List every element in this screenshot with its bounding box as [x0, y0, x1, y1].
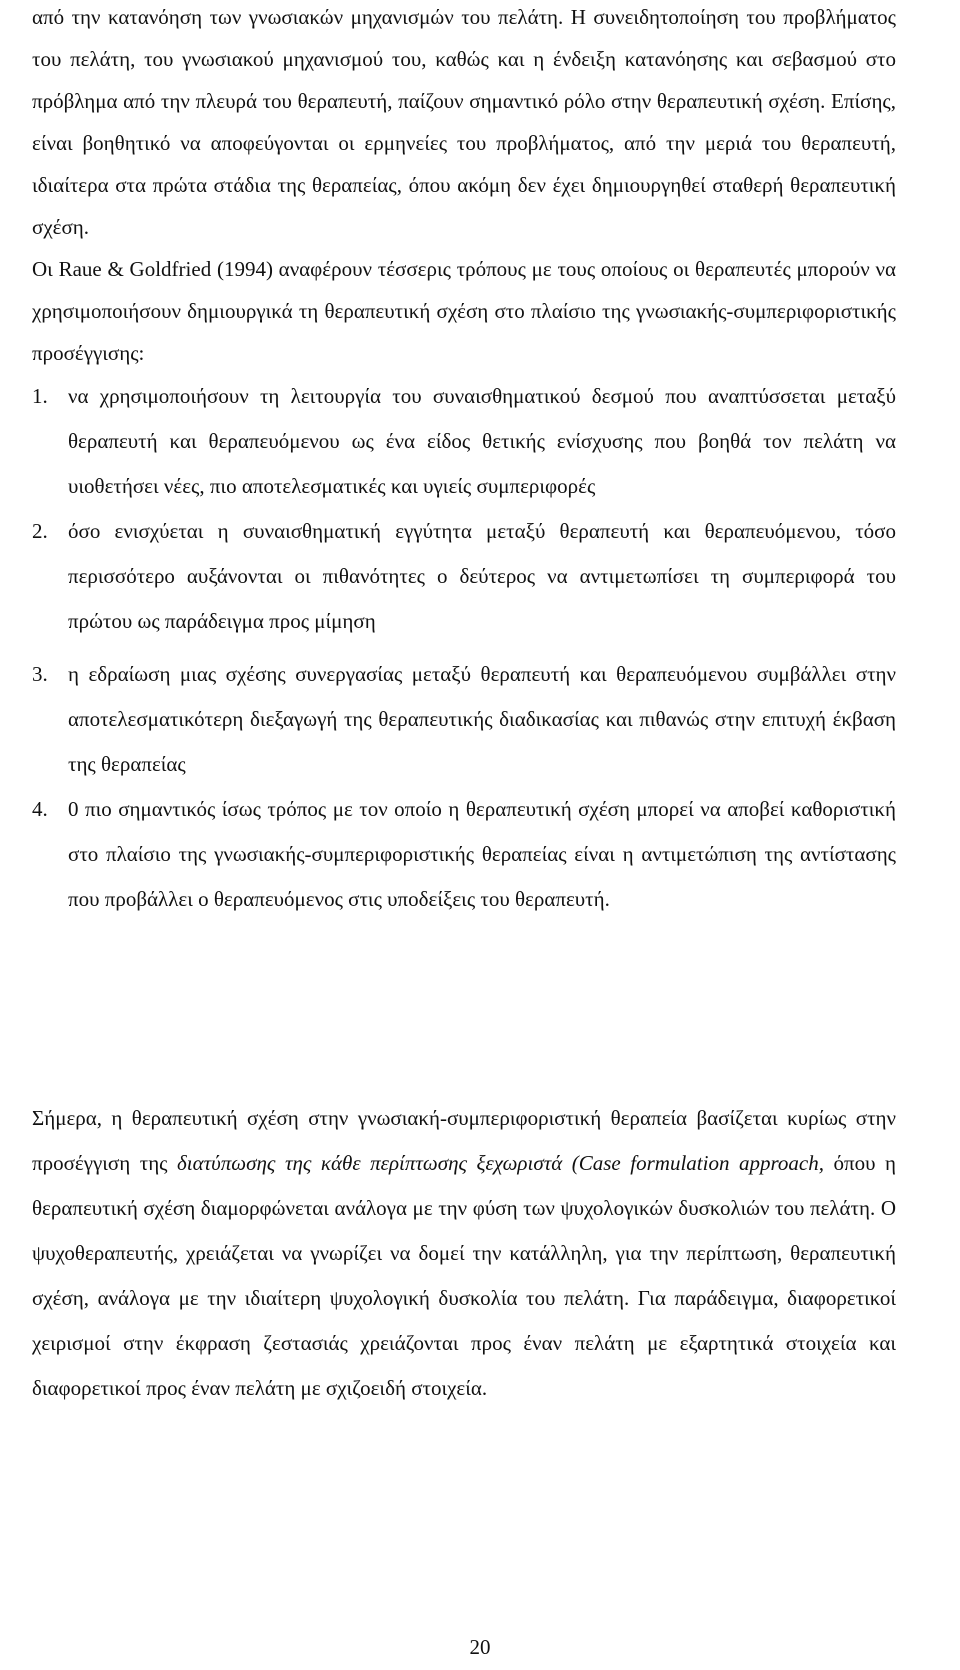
paragraph-case-formulation: [32, 1096, 896, 1411]
list-item-2: [32, 509, 896, 644]
list-item-text: 0 πιο σημαντικός ίσως τρόπος με τον οποίο η θεραπευτική σχέση μπορεί να αποβεί καθοριστική στο πλαίσιο της γνωσιακής-συμπεριφοριστικής θεραπείας είναι η αντιμετώπιση της αντίστασης που προβάλλει ο θεραπευόμενος στις υποδείξεις του θεραπευτή.: [68, 797, 896, 911]
list-item-text: η εδραίωση μιας σχέσης συνεργασίας μεταξύ θεραπευτή και θεραπευόμενου συμβάλλει στην αποτελεσματικότερη διεξαγωγή της θεραπευτικής διαδικασίας και πιθανώς στην επιτυχή έκβαση της θεραπείας: [68, 662, 896, 776]
list-number: 1.: [32, 384, 48, 408]
paragraph-therapeutic-relationship-intro: από την κατανόηση των γνωσιακών μηχανισμών του πελάτη. Η συνειδητοποίηση του προβλήματος του πελάτη, του γνωσιακού μηχανισμού του, καθώς και η ένδειξη κατανόησης και σεβασμού στο πρόβλημα από την πλευρά του θεραπευτή, παίζουν σημαντικό ρόλο στην θεραπευτική σχέση. Επίσης, είναι βοηθητικό να αποφεύγονται οι ερμηνείες του προβλήματος, από την μεριά του θεραπευτή, ιδιαίτερα στα πρώτα στάδια της θεραπείας, όπου ακόμη δεν έχει δημιουργηθεί σταθερή θεραπευτική σχέση.: [32, 5, 896, 239]
list-item-text: όσο ενισχύεται η συναισθηματική εγγύτητα μεταξύ θεραπευτή και θεραπευόμενου, τόσο περισσότερο αυξάνονται οι πιθανότητες ο δεύτερος να αντιμετωπίσει τη συμπεριφορά του πρώτου ως παράδειγμα προς μίμηση: [68, 519, 896, 633]
list-number: 2.: [32, 519, 48, 543]
document-page: [32, 0, 896, 1400]
list-number: 3.: [32, 662, 48, 686]
list-number: 4.: [32, 797, 48, 821]
paragraph-text: όπου η θεραπευτική σχέση διαμορφώνεται ανάλογα με την φύση των ψυχολογικών δυσκολιών του πελάτη. Ο ψυχοθεραπευτής, χρειάζεται να γνωρίζει να δομεί την κατάλληλη, για την περίπτωση, θεραπευτική σχέση, ανάλογα με την ιδιαίτερη ψυχολογική δυσκολία του πελάτη. Για παράδειγμα, διαφορετικοί χειρισμοί στην έκφραση ζεστασιάς χρειάζονται προς έναν πελάτη με εξαρτητικά στοιχεία και διαφορετικοί προς έναν πελάτη με σχιζοειδή στοιχεία.: [32, 1151, 896, 1400]
paragraph-raue-goldfried: Οι Raue & Goldfried (1994) αναφέρουν τέσσερις τρόπους με τους οποίους οι θεραπευτές μπορούν να χρησιμοποιήσουν δημιουργικά τη θεραπευτική σχέση στο πλαίσιο της γνωσιακής-συμπεριφοριστικής προσέγγισης:: [32, 257, 896, 365]
paragraph-text: Σήμερα, η θεραπευτική σχέση στην γνωσιακή-συμπεριφοριστική θεραπεία βασίζεται κυρίως στην προσέγγιση της: [32, 1106, 896, 1175]
emphasized-text: διατύπωσης της κάθε περίπτωσης ξεχωριστά (Case formulation approach,: [177, 1151, 824, 1175]
list-item-text: να χρησιμοποιήσουν τη λειτουργία του συναισθηματικού δεσμού που αναπτύσσεται μεταξύ θεραπευτή και θεραπευόμενου ως ένα είδος θετικής ενίσχυσης που βοηθά τον πελάτη να υιοθετήσει νέες, πιο αποτελεσματικές και υγιείς συμπεριφορές: [68, 384, 896, 498]
numbered-list-ways: [32, 374, 896, 922]
list-item-4: [32, 787, 896, 922]
list-item-3: [32, 652, 896, 787]
page-number: 20: [469, 1635, 491, 1659]
list-item-1: [32, 374, 896, 509]
